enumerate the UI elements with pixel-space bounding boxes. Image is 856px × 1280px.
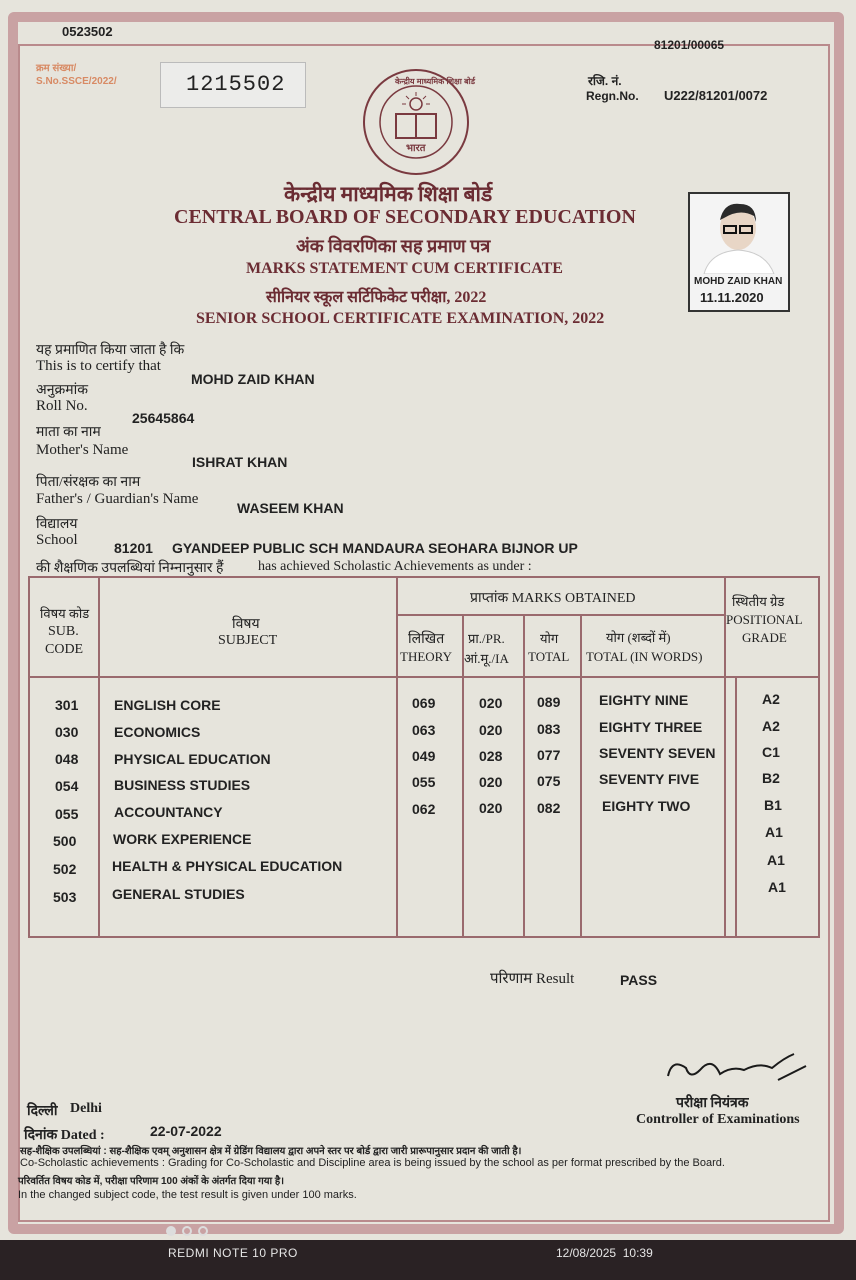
- datetime-watermark: 12/08/2025 10:39: [556, 1246, 653, 1260]
- row-grade: A1: [767, 852, 785, 868]
- header-grade-en2: GRADE: [742, 630, 787, 645]
- exam-title-en: SENIOR SCHOOL CERTIFICATE EXAMINATION, 2022: [196, 310, 605, 327]
- header-pr-hi: प्रा./PR.: [468, 631, 505, 646]
- row-grade: A2: [762, 691, 780, 707]
- header-theory-hi: लिखित: [408, 632, 445, 647]
- row-pr: 020: [479, 774, 503, 790]
- cert-title-hi: अंक विवरणिका सह प्रमाण पत्र: [296, 236, 491, 256]
- row-pr: 020: [479, 722, 503, 738]
- achieve-hi: की शैक्षणिक उपलब्धियां निम्नानुसार हैं: [36, 561, 224, 576]
- row-subject: WORK EXPERIENCE: [113, 831, 252, 847]
- header-grade-hi: स्थितीय ग्रेड: [732, 594, 785, 609]
- serial-number: 1215502: [186, 72, 286, 97]
- father-name: WASEEM KHAN: [237, 500, 344, 516]
- logo-text-top: केन्द्रीय माध्यमिक शिक्षा बोर्ड: [395, 77, 475, 86]
- photo-name: MOHD ZAID KHAN: [694, 276, 783, 287]
- row-pr: 020: [479, 800, 503, 816]
- result-label: परिणाम Result: [490, 971, 575, 987]
- row-words: SEVENTY FIVE: [599, 771, 700, 787]
- dated-value: 22-07-2022: [150, 1123, 222, 1139]
- note1-en: Co-Scholastic achievements : Grading for Co-Scholastic and Discipline area is being issued by the school as per format prescribed by the Board.: [20, 1157, 725, 1169]
- header-theory-en: THEORY: [400, 649, 452, 664]
- row-code: 055: [55, 806, 79, 822]
- controller-en: Controller of Examinations: [636, 1112, 800, 1127]
- row-total: 082: [537, 800, 561, 816]
- header-words-hi: योग (शब्दों में): [606, 630, 671, 645]
- row-code: 502: [53, 861, 77, 877]
- row-code: 054: [55, 778, 79, 794]
- note2-en: In the changed subject code, the test result is given under 100 marks.: [18, 1189, 357, 1201]
- row-total: 089: [537, 694, 561, 710]
- roll-label-en: Roll No.: [36, 398, 88, 414]
- page-indicator-dot: [182, 1226, 192, 1236]
- top-number: 0523502: [62, 24, 113, 39]
- regn-label-hi: रजि. नं.: [588, 74, 622, 88]
- row-subject: HEALTH & PHYSICAL EDUCATION: [112, 858, 343, 874]
- row-grade: A1: [765, 824, 783, 840]
- row-grade: B1: [764, 797, 782, 813]
- header-words-en: TOTAL (IN WORDS): [586, 649, 703, 664]
- photo-overlay-bar: [0, 1240, 856, 1280]
- controller-hi: परीक्षा नियंत्रक: [676, 1096, 749, 1111]
- board-title-en: CENTRAL BOARD OF SECONDARY EDUCATION: [174, 206, 636, 228]
- row-subject: BUSINESS STUDIES: [114, 777, 251, 793]
- header-subject-en: SUBJECT: [218, 633, 278, 648]
- top-right-number: 81201/00065: [654, 38, 725, 52]
- candidate-name: MOHD ZAID KHAN: [191, 371, 315, 387]
- mother-label-hi: माता का नाम: [36, 425, 101, 440]
- row-grade: A1: [768, 879, 786, 895]
- row-theory: 062: [412, 801, 436, 817]
- row-theory: 055: [412, 774, 436, 790]
- header-marks: प्राप्तांक MARKS OBTAINED: [470, 591, 636, 606]
- row-subject: ACCOUNTANCY: [114, 804, 223, 820]
- row-total: 077: [537, 747, 561, 763]
- cert-title-en: MARKS STATEMENT CUM CERTIFICATE: [246, 260, 563, 277]
- mother-name: ISHRAT KHAN: [192, 454, 288, 470]
- note1-hi: सह-शैक्षिक उपलब्धियां : सह-शैक्षिक एवम् अनुशासन क्षेत्र में ग्रेडिंग विद्यालय द्वारा अपने स्तर पर बोर्ड द्वारा जारी प्रारूपानुसार प्रदान की जाती है।: [20, 1146, 522, 1157]
- row-words: EIGHTY TWO: [602, 798, 691, 814]
- certify-en: This is to certify that: [36, 358, 161, 374]
- row-code: 030: [55, 724, 79, 740]
- row-code: 500: [53, 833, 77, 849]
- row-total: 075: [537, 773, 561, 789]
- row-subject: PHYSICAL EDUCATION: [114, 751, 271, 767]
- row-code: 048: [55, 751, 79, 767]
- row-words: EIGHTY THREE: [599, 719, 703, 735]
- header-subject-hi: विषय: [232, 617, 260, 632]
- school-name: GYANDEEP PUBLIC SCH MANDAURA SEOHARA BIJNOR UP: [172, 540, 578, 556]
- exam-title-hi: सीनियर स्कूल सर्टिफिकेट परीक्षा, 2022: [266, 289, 487, 306]
- row-words: EIGHTY NINE: [599, 692, 689, 708]
- row-pr: 020: [479, 695, 503, 711]
- page-indicator-dot: [166, 1226, 176, 1236]
- sno-label-hi: क्रम संख्या/: [36, 63, 77, 74]
- row-theory: 069: [412, 695, 436, 711]
- board-title-hi: केन्द्रीय माध्यमिक शिक्षा बोर्ड: [284, 182, 493, 206]
- header-code-en2: CODE: [45, 642, 84, 657]
- page-indicator-dot: [198, 1226, 208, 1236]
- header-code-hi: विषय कोड: [40, 606, 90, 621]
- candidate-photo: [688, 192, 790, 312]
- row-total: 083: [537, 721, 561, 737]
- regn-number: U222/81201/0072: [664, 88, 768, 103]
- roll-number: 25645864: [132, 410, 195, 426]
- achieve-en: has achieved Scholastic Achievements as under :: [258, 559, 532, 574]
- school-label-en: School: [36, 532, 78, 548]
- row-subject: ECONOMICS: [114, 724, 201, 740]
- result-value: PASS: [620, 972, 658, 988]
- place-en: Delhi: [70, 1101, 102, 1116]
- photo-date: 11.11.2020: [700, 290, 764, 305]
- header-total-en: TOTAL: [528, 649, 570, 664]
- school-code: 81201: [114, 540, 153, 556]
- row-code: 503: [53, 889, 77, 905]
- row-grade: A2: [762, 718, 780, 734]
- row-grade: B2: [762, 770, 780, 786]
- roll-label-hi: अनुक्रमांक: [36, 383, 88, 398]
- place-hi: दिल्ली: [27, 1104, 58, 1119]
- dated-label: दिनांक Dated :: [24, 1128, 105, 1143]
- row-pr: 028: [479, 748, 503, 764]
- sno-label-en: S.No.SSCE/2022/: [36, 76, 117, 87]
- row-subject: GENERAL STUDIES: [112, 886, 245, 902]
- father-label-en: Father's / Guardian's Name: [36, 491, 199, 507]
- regn-label-en: Regn.No.: [586, 89, 639, 103]
- controller-signature: [660, 1040, 810, 1096]
- header-code-en1: SUB.: [48, 624, 79, 639]
- row-theory: 063: [412, 722, 436, 738]
- device-watermark: REDMI NOTE 10 PRO: [168, 1246, 298, 1260]
- row-theory: 049: [412, 748, 436, 764]
- school-label-hi: विद्यालय: [36, 517, 78, 532]
- note2-hi: परिवर्तित विषय कोड में, परीक्षा परिणाम 100 अंकों के अंतर्गत दिया गया है।: [18, 1176, 284, 1187]
- header-pr-en: आं.मू./IA: [464, 651, 509, 666]
- header-grade-en1: POSITIONAL: [726, 612, 803, 627]
- header-total-hi: योग: [540, 631, 559, 646]
- row-subject: ENGLISH CORE: [114, 697, 221, 713]
- row-words: SEVENTY SEVEN: [599, 745, 716, 761]
- logo-text-bottom: भारत: [406, 143, 426, 154]
- certify-hi: यह प्रमाणित किया जाता है कि: [36, 343, 185, 358]
- row-code: 301: [55, 697, 79, 713]
- mother-label-en: Mother's Name: [36, 442, 129, 458]
- father-label-hi: पिता/संरक्षक का नाम: [36, 475, 141, 490]
- row-grade: C1: [762, 744, 780, 760]
